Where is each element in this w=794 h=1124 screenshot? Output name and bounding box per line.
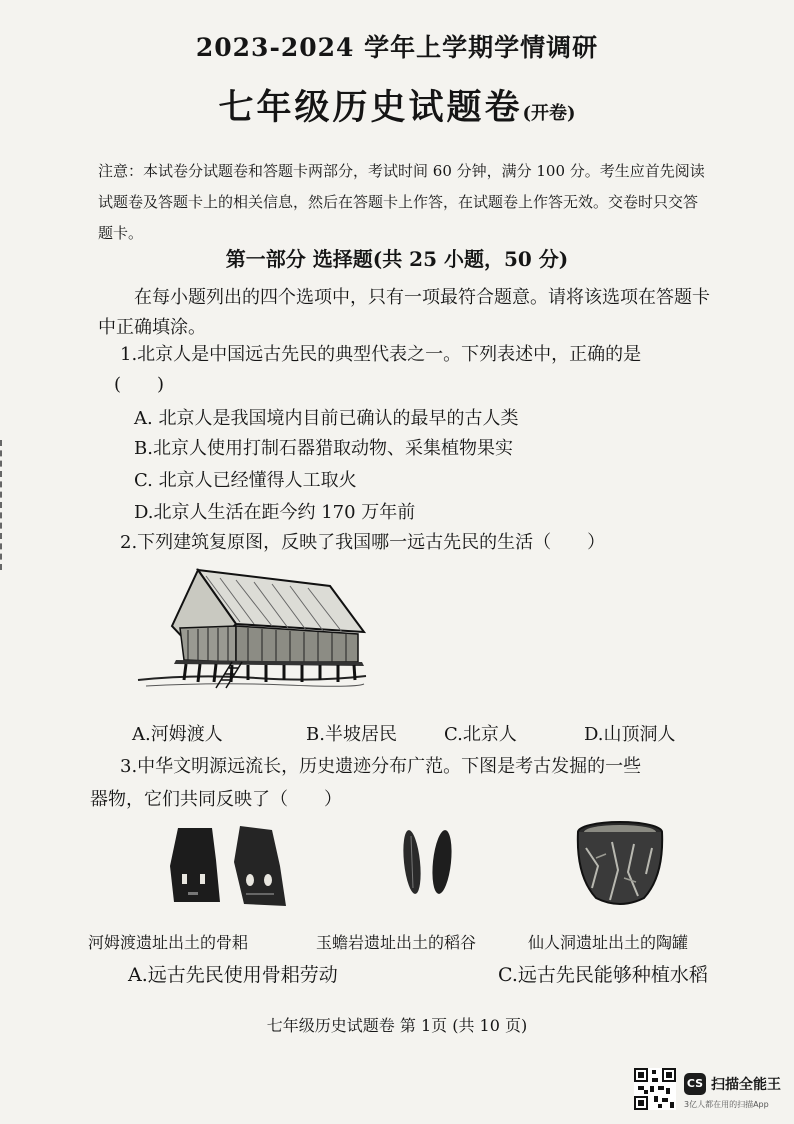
q2-option-a: A.河姆渡人 bbox=[132, 724, 223, 745]
q3-option-c: C.远古先民能够种植水稻 bbox=[498, 964, 708, 986]
q3-caption-pottery: 仙人洞遗址出土的陶罐 bbox=[528, 933, 689, 952]
exam-title bbox=[0, 80, 794, 130]
q2-option-d: D.山顶洞人 bbox=[584, 724, 676, 745]
q1-option-d: D.北京人生活在距今约 170 万年前 bbox=[134, 502, 416, 523]
q1-option-c: C. 北京人已经懂得人工取火 bbox=[134, 470, 357, 491]
q2-option-c: C.北京人 bbox=[444, 724, 517, 745]
binding-edge bbox=[0, 440, 8, 570]
scanner-app-name: 扫描全能王 bbox=[711, 1077, 781, 1093]
bone-spade-image bbox=[168, 822, 290, 908]
page-footer: 七年级历史试题卷 第 1页 (共 10 页) bbox=[266, 1016, 528, 1035]
q1-stem: 1.北京人是中国远古先民的典型代表之一。下列表述中，正确的是 bbox=[120, 344, 642, 365]
q1-paren: ( ) bbox=[114, 374, 165, 395]
q1-option-b: B.北京人使用打制石器猎取动物、采集植物果实 bbox=[134, 438, 513, 459]
qr-code-icon bbox=[634, 1068, 676, 1110]
stilt-house-image bbox=[136, 566, 368, 694]
exam-notice: 注意：本试卷分试题卷和答题卡两部分，考试时间 60 分钟，满分 100 分。考生应首先阅读试题卷及答题卡上的相关信息，然后在答题卡上作答，在试题卷上作答无效。交卷时只交答题卡。 bbox=[98, 162, 705, 242]
q1-option-a: A. 北京人是我国境内目前已确认的最早的古人类 bbox=[134, 408, 519, 429]
scanner-logo: CS bbox=[684, 1073, 706, 1095]
q3-option-a: A.远古先民使用骨耜劳动 bbox=[128, 964, 338, 986]
q3-stem-line2: 器物，它们共同反映了（ ） bbox=[90, 789, 342, 810]
rice-grain-image bbox=[394, 826, 464, 898]
exam-title-main: 七年级历史试题卷 bbox=[218, 87, 523, 128]
q3-stem-line1: 3.中华文明源远流长，历史遗迹分布广范。下图是考古发掘的一些 bbox=[120, 756, 642, 777]
scanner-slogan: 3亿人都在用的扫描App bbox=[684, 1100, 769, 1109]
q2-option-b: B.半坡居民 bbox=[306, 724, 397, 745]
q3-caption-bone-spade: 河姆渡遗址出土的骨耜 bbox=[88, 933, 249, 952]
exam-title-suffix: (开卷) bbox=[522, 103, 576, 124]
exam-title-line1: 2023-2024 学年上学期学情调研 bbox=[195, 33, 599, 62]
pottery-jar-image bbox=[572, 818, 668, 912]
q2-stem: 2.下列建筑复原图，反映了我国哪一远古先民的生活（ ） bbox=[120, 532, 606, 553]
q3-caption-rice: 玉蟾岩遗址出土的稻谷 bbox=[316, 933, 477, 952]
section-instruction: 在每小题列出的四个选项中，只有一项最符合题意。请将该选项在答题卡中正确填涂。 bbox=[98, 287, 710, 338]
section-title: 第一部分 选择题(共 25 小题，50 分) bbox=[225, 247, 569, 271]
